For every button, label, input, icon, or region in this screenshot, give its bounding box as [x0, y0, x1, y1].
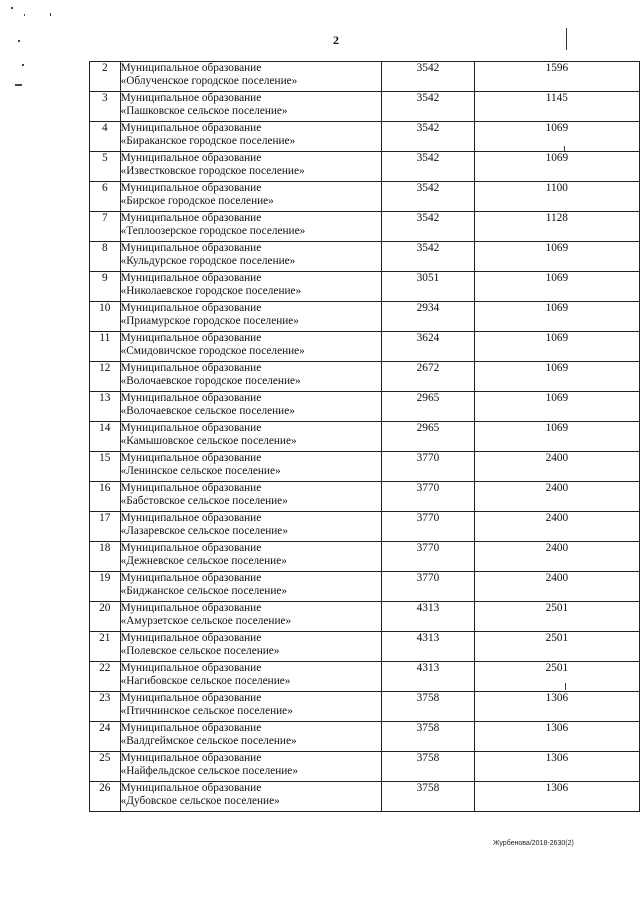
- name-line-2: «Приамурское городское поселение»: [120, 315, 299, 327]
- value-column-2: 1069: [474, 332, 639, 362]
- name-line-2: «Лазаревское сельское поселение»: [120, 525, 288, 537]
- name-line-2: «Теплоозерское городское поселение»: [120, 225, 306, 237]
- margin-line: [566, 28, 567, 50]
- value-column-2: 1306: [474, 722, 639, 752]
- name-line-1: Муниципальное образование: [120, 272, 262, 284]
- name-line-2: «Найфельдское сельское поселение»: [120, 765, 298, 777]
- value-column-1: 3542: [382, 122, 475, 152]
- page-number: 2: [333, 33, 339, 47]
- value-column-1: 3758: [382, 692, 475, 722]
- value-column-1: 2672: [382, 362, 475, 392]
- table-row: [90, 242, 640, 272]
- row-number: 4: [90, 122, 121, 152]
- name-line-1: Муниципальное образование: [120, 182, 262, 194]
- municipality-name: [120, 512, 382, 542]
- value-column-2: 2400: [474, 482, 639, 512]
- name-line-1: Муниципальное образование: [120, 332, 262, 344]
- value-column-1: 3051: [382, 272, 475, 302]
- municipality-name: [120, 662, 382, 692]
- document-code: Журбенова/2018-2630(2): [493, 840, 574, 847]
- name-line-2: «Амурзетское сельское поселение»: [120, 615, 292, 627]
- name-line-1: Муниципальное образование: [120, 542, 262, 554]
- value-column-1: 3770: [382, 452, 475, 482]
- name-line-1: Муниципальное образование: [120, 362, 262, 374]
- row-number: 3: [90, 92, 121, 122]
- row-number: 19: [90, 572, 121, 602]
- value-column-2: 2501: [474, 662, 639, 692]
- name-line-2: «Известковское городское поселение»: [120, 165, 305, 177]
- name-line-2: «Смидовичское городское поселение»: [120, 345, 305, 357]
- row-number: 5: [90, 152, 121, 182]
- row-number: 7: [90, 212, 121, 242]
- scan-speck: [24, 14, 25, 16]
- municipality-name: [120, 422, 382, 452]
- table-row: [90, 662, 640, 692]
- value-column-1: 3770: [382, 542, 475, 572]
- row-number: 22: [90, 662, 121, 692]
- table-row: [90, 362, 640, 392]
- table-row: [90, 302, 640, 332]
- value-column-2: 1145: [474, 92, 639, 122]
- table-row: [90, 692, 640, 722]
- name-line-1: Муниципальное образование: [120, 92, 262, 104]
- name-line-2: «Бабстовское сельское поселение»: [120, 495, 288, 507]
- table-row: [90, 572, 640, 602]
- row-number: 11: [90, 332, 121, 362]
- table-row: [90, 182, 640, 212]
- row-number: 23: [90, 692, 121, 722]
- row-number: 10: [90, 302, 121, 332]
- row-number: 26: [90, 782, 121, 812]
- municipality-name: [120, 62, 382, 92]
- municipality-name: [120, 182, 382, 212]
- value-column-1: 3758: [382, 752, 475, 782]
- municipality-name: [120, 692, 382, 722]
- table-row: [90, 452, 640, 482]
- value-column-2: 2501: [474, 602, 639, 632]
- value-column-1: 2965: [382, 392, 475, 422]
- value-column-2: 1069: [474, 242, 639, 272]
- municipality-name: [120, 602, 382, 632]
- value-column-1: 3758: [382, 722, 475, 752]
- value-column-2: 1069: [474, 302, 639, 332]
- row-number: 16: [90, 482, 121, 512]
- name-line-1: Муниципальное образование: [120, 392, 262, 404]
- name-line-2: «Дежневское сельское поселение»: [120, 555, 287, 567]
- row-number: 24: [90, 722, 121, 752]
- row-number: 8: [90, 242, 121, 272]
- table-row: [90, 332, 640, 362]
- value-column-1: 3542: [382, 62, 475, 92]
- row-number: 12: [90, 362, 121, 392]
- name-line-2: «Николаевское городское поселение»: [120, 285, 302, 297]
- name-line-1: Муниципальное образование: [120, 632, 262, 644]
- value-column-1: 3624: [382, 332, 475, 362]
- table-row: [90, 422, 640, 452]
- municipality-name: [120, 332, 382, 362]
- name-line-2: «Пашковское сельское поселение»: [120, 105, 288, 117]
- row-number: 13: [90, 392, 121, 422]
- value-column-1: 3542: [382, 92, 475, 122]
- value-column-1: 3770: [382, 512, 475, 542]
- municipality-name: [120, 152, 382, 182]
- name-line-2: «Биджанское сельское поселение»: [120, 585, 288, 597]
- value-column-2: 1306: [474, 752, 639, 782]
- value-column-2: 2400: [474, 452, 639, 482]
- value-column-2: 1596: [474, 62, 639, 92]
- value-column-2: 2400: [474, 512, 639, 542]
- value-column-2: 2501: [474, 632, 639, 662]
- value-column-1: 3542: [382, 242, 475, 272]
- value-column-1: 2965: [382, 422, 475, 452]
- value-column-1: 4313: [382, 602, 475, 632]
- name-line-2: «Дубовское сельское поселение»: [120, 795, 280, 807]
- value-column-2: 1069: [474, 122, 639, 152]
- municipality-name: [120, 482, 382, 512]
- value-column-1: 2934: [382, 302, 475, 332]
- table-row: [90, 752, 640, 782]
- table-row: [90, 272, 640, 302]
- name-line-2: «Ленинское сельское поселение»: [120, 465, 281, 477]
- name-line-1: Муниципальное образование: [120, 122, 262, 134]
- table-row: [90, 482, 640, 512]
- row-number: 2: [90, 62, 121, 92]
- municipality-name: [120, 212, 382, 242]
- value-column-1: 3770: [382, 572, 475, 602]
- table-body: [90, 62, 640, 812]
- name-line-1: Муниципальное образование: [120, 722, 262, 734]
- table-row: [90, 392, 640, 422]
- name-line-2: «Полевское сельское поселение»: [120, 645, 280, 657]
- name-line-2: «Птичнинское сельское поселение»: [120, 705, 293, 717]
- row-number: 17: [90, 512, 121, 542]
- municipality-name: [120, 302, 382, 332]
- municipality-name: [120, 272, 382, 302]
- name-line-2: «Валдгеймское сельское поселение»: [120, 735, 297, 747]
- name-line-1: Муниципальное образование: [120, 782, 262, 794]
- table-row: [90, 722, 640, 752]
- municipality-name: [120, 542, 382, 572]
- value-column-1: 3542: [382, 182, 475, 212]
- name-line-1: Муниципальное образование: [120, 572, 262, 584]
- name-line-1: Муниципальное образование: [120, 662, 262, 674]
- scan-speck: [22, 64, 24, 66]
- value-column-2: 2400: [474, 572, 639, 602]
- table-row: [90, 122, 640, 152]
- value-column-1: 4313: [382, 632, 475, 662]
- scan-speck: [11, 7, 13, 9]
- name-line-1: Муниципальное образование: [120, 512, 262, 524]
- municipality-name: [120, 92, 382, 122]
- municipal-table: [89, 61, 640, 812]
- municipality-name: [120, 722, 382, 752]
- name-line-1: Муниципальное образование: [120, 152, 262, 164]
- row-number: 6: [90, 182, 121, 212]
- value-column-1: 4313: [382, 662, 475, 692]
- name-line-2: «Волочаевское городское поселение»: [120, 375, 301, 387]
- table-row: [90, 542, 640, 572]
- name-line-2: «Кульдурское городское поселение»: [120, 255, 296, 267]
- name-line-1: Муниципальное образование: [120, 62, 262, 74]
- row-number: 18: [90, 542, 121, 572]
- value-column-2: 1069: [474, 362, 639, 392]
- table-row: [90, 62, 640, 92]
- value-column-1: 3758: [382, 782, 475, 812]
- scan-speck: [18, 40, 20, 42]
- value-column-1: 3770: [382, 482, 475, 512]
- value-column-2: 1306: [474, 692, 639, 722]
- name-line-2: «Облученское городское поселение»: [120, 75, 298, 87]
- table-row: [90, 92, 640, 122]
- value-column-2: 2400: [474, 542, 639, 572]
- value-column-2: 1069: [474, 152, 639, 182]
- name-line-1: Муниципальное образование: [120, 452, 262, 464]
- row-number: 15: [90, 452, 121, 482]
- name-line-1: Муниципальное образование: [120, 212, 262, 224]
- table-row: [90, 782, 640, 812]
- row-number: 21: [90, 632, 121, 662]
- value-column-2: 1069: [474, 422, 639, 452]
- municipality-name: [120, 362, 382, 392]
- value-column-2: 1069: [474, 392, 639, 422]
- value-column-2: 1069: [474, 272, 639, 302]
- municipality-name: [120, 782, 382, 812]
- table-row: [90, 602, 640, 632]
- table-row: [90, 152, 640, 182]
- row-number: 9: [90, 272, 121, 302]
- name-line-1: Муниципальное образование: [120, 482, 262, 494]
- name-line-2: «Волочаевское сельское поселение»: [120, 405, 295, 417]
- municipality-name: [120, 392, 382, 422]
- name-line-1: Муниципальное образование: [120, 422, 262, 434]
- name-line-1: Муниципальное образование: [120, 302, 262, 314]
- value-column-1: 3542: [382, 152, 475, 182]
- row-number: 25: [90, 752, 121, 782]
- name-line-1: Муниципальное образование: [120, 752, 262, 764]
- value-column-2: 1100: [474, 182, 639, 212]
- name-line-2: «Нагибовское сельское поселение»: [120, 675, 291, 687]
- value-column-2: 1306: [474, 782, 639, 812]
- value-column-1: 3542: [382, 212, 475, 242]
- name-line-1: Муниципальное образование: [120, 602, 262, 614]
- municipality-name: [120, 632, 382, 662]
- municipality-name: [120, 242, 382, 272]
- municipality-name: [120, 572, 382, 602]
- name-line-1: Муниципальное образование: [120, 242, 262, 254]
- name-line-1: Муниципальное образование: [120, 692, 262, 704]
- row-number: 14: [90, 422, 121, 452]
- table-row: [90, 632, 640, 662]
- name-line-2: «Бирское городское поселение»: [120, 195, 274, 207]
- row-number: 20: [90, 602, 121, 632]
- scan-speck: [50, 13, 51, 16]
- table-row: [90, 512, 640, 542]
- municipality-name: [120, 452, 382, 482]
- name-line-2: «Камышовское сельское поселение»: [120, 435, 297, 447]
- scan-speck: [15, 84, 22, 86]
- municipality-name: [120, 122, 382, 152]
- municipality-name: [120, 752, 382, 782]
- table-row: [90, 212, 640, 242]
- name-line-2: «Бираканское городское поселение»: [120, 135, 296, 147]
- value-column-2: 1128: [474, 212, 639, 242]
